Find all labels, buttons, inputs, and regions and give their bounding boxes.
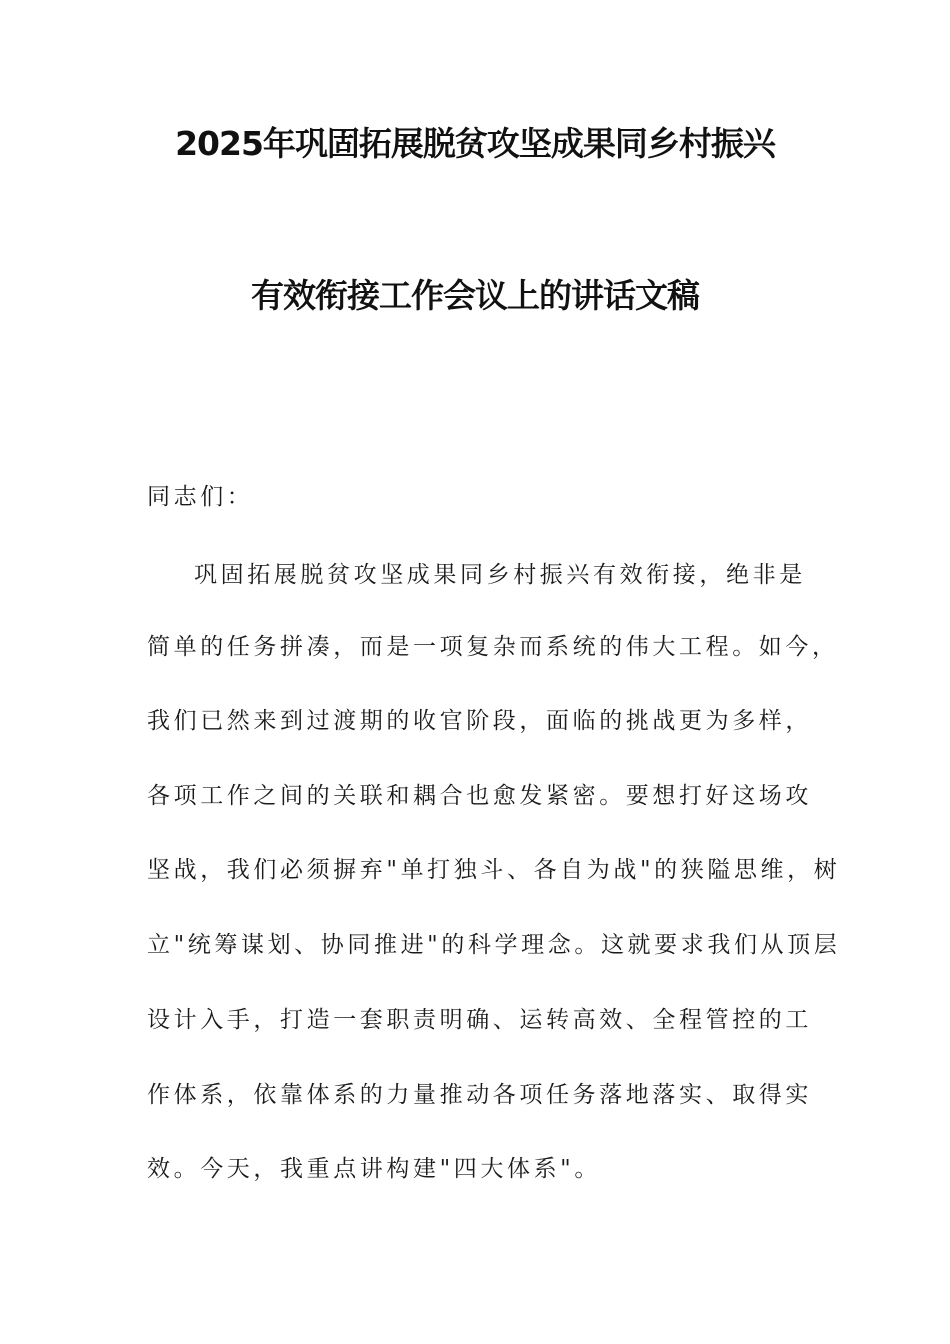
paragraph-line: 作体系，依靠体系的力量推动各项任务落地落实、取得实 bbox=[147, 1082, 812, 1108]
salutation: 同志们： bbox=[147, 484, 254, 510]
paragraph-line: 设计入手，打造一套职责明确、运转高效、全程管控的工 bbox=[147, 1007, 812, 1033]
paragraph-line: 简单的任务拼凑，而是一项复杂而系统的伟大工程。如今， bbox=[147, 634, 839, 660]
paragraph-line: 立"统筹谋划、协同推进"的科学理念。这就要求我们从顶层 bbox=[147, 932, 841, 958]
title-line-2: 有效衔接工作会议上的讲话文稿 bbox=[251, 276, 699, 315]
paragraph-line: 我们已然来到过渡期的收官阶段，面临的挑战更为多样， bbox=[147, 708, 812, 734]
paragraph-line: 巩固拓展脱贫攻坚成果同乡村振兴有效衔接，绝非是 bbox=[194, 562, 806, 588]
title-line-1: 2025年巩固拓展脱贫攻坚成果同乡村振兴 bbox=[175, 124, 775, 163]
paragraph-line: 各项工作之间的关联和耦合也愈发紧密。要想打好这场攻 bbox=[147, 783, 812, 809]
paragraph-line: 效。今天，我重点讲构建"四大体系"。 bbox=[147, 1156, 601, 1182]
paragraph-line: 坚战，我们必须摒弃"单打独斗、各自为战"的狭隘思维，树 bbox=[147, 857, 841, 883]
